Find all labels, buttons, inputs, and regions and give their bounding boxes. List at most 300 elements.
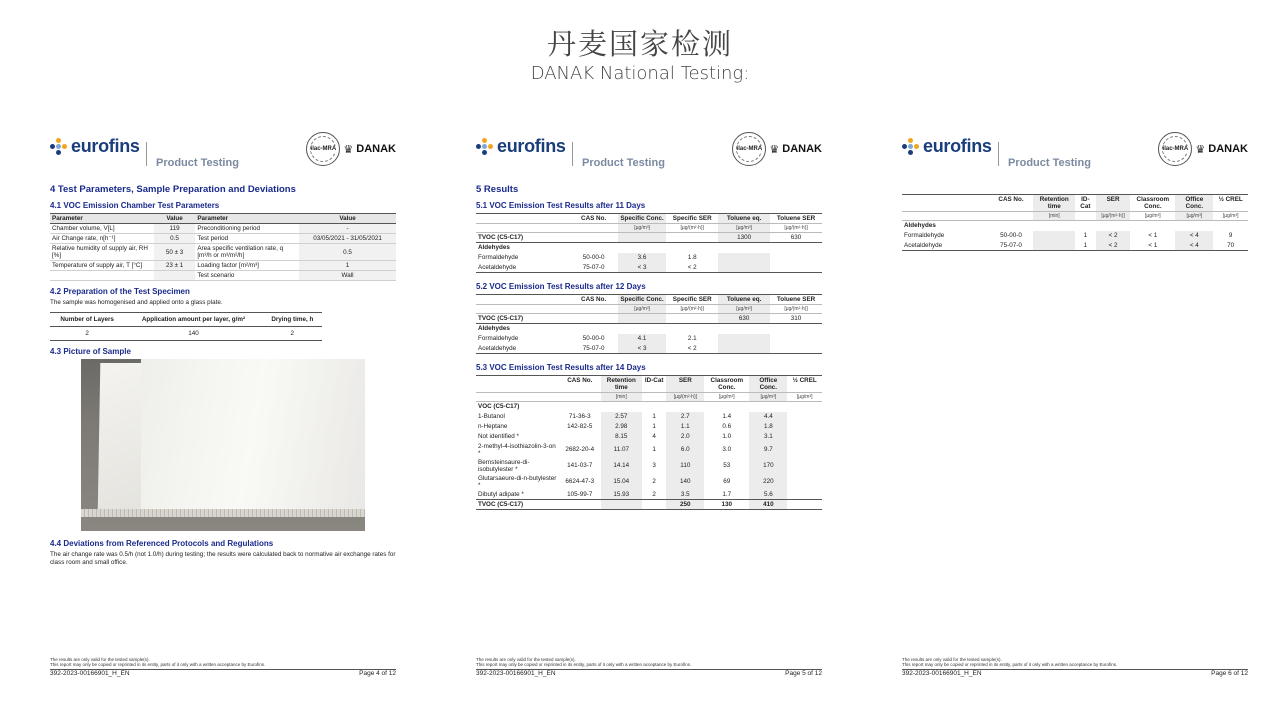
cell: 70 (1227, 241, 1235, 249)
cell: Relative humidity of supply air, RH [%] (50, 244, 154, 261)
table-row (50, 261, 396, 271)
cell: 11.07 (601, 442, 643, 458)
cell: 1.8 (687, 254, 697, 261)
subsection-heading: 4.3 Picture of Sample (50, 347, 131, 356)
col-header: CAS No. (569, 295, 617, 305)
cell (770, 344, 822, 354)
ilac-seal-icon: ilac-MRA (1158, 132, 1192, 166)
col-header (902, 195, 989, 212)
unit-label: [µg/(m²·h)] (666, 224, 718, 233)
ruler (81, 509, 365, 517)
col-header: Specific SER (666, 214, 718, 224)
accreditation-logos (1158, 132, 1248, 166)
cell: TVOC (C5-C17) (476, 233, 569, 243)
cell (569, 314, 617, 324)
cell: 1-Butanol (478, 413, 505, 420)
cell (770, 263, 822, 273)
footer-note: This report may only be copied or reprinted in its entity, parts of it only with a written acceptance by Eurofins. (476, 662, 692, 667)
section-heading: 4 Test Parameters, Sample Preparation and Deviations (50, 184, 296, 195)
col-header: Drying time, h (263, 313, 322, 327)
cell: Aldehydes (478, 244, 510, 252)
cell: Acetaldehyde (478, 344, 517, 352)
unit-label (559, 393, 601, 402)
unit-label: [µg/(m²·h)] (666, 305, 718, 314)
cell: 2.98 (601, 422, 643, 432)
cell: Test period (195, 234, 299, 244)
cell: VOC (C5-C17) (478, 403, 520, 411)
cell (559, 432, 601, 442)
group-row (476, 324, 822, 334)
brand-name: eurofins (71, 136, 140, 156)
cell: 2-methyl-4-isothiazolin-3-on * (478, 442, 556, 457)
group-row (476, 402, 822, 412)
unit-label: [µg/(m²·h)] (666, 393, 704, 402)
cell: 2 (652, 478, 656, 485)
cell (50, 271, 154, 281)
cell: 1.8 (749, 422, 787, 432)
group-row (902, 221, 1248, 231)
table-row (50, 271, 396, 281)
accreditation-logos (306, 132, 396, 166)
cell: 2.7 (666, 412, 704, 422)
cell: 03/05/2021 - 31/05/2021 (299, 234, 396, 244)
cell: 50-00-0 (582, 335, 605, 342)
cell: 1 (1083, 232, 1088, 239)
page-number: Page 4 of 12 (359, 669, 396, 677)
unit-label: [µg/(m²·h)] (770, 305, 822, 314)
cell: Not identified * (478, 433, 519, 440)
page-header (902, 128, 1248, 176)
cell: Area specific ventilation rate, q [m³/h or m³/m²/h] (195, 244, 299, 261)
page-footer (902, 657, 1248, 677)
cell: Loading factor [m²/m³] (195, 261, 299, 271)
col-header: Toluene eq. (718, 214, 770, 224)
unit-label: [µg/m³] (618, 224, 666, 233)
cell (787, 412, 822, 422)
col-header: Application amount per layer, g/m² (124, 313, 262, 327)
col-header: Toluene eq. (718, 295, 770, 305)
cell (787, 500, 822, 510)
tvoc-row (476, 233, 822, 243)
cell: 6.0 (666, 442, 704, 458)
cell: Formaldehyde (478, 254, 519, 261)
footer-note: The results are only valid for the tested sample(s). (476, 656, 576, 662)
cell: < 4 (1175, 231, 1213, 241)
unit-label (569, 224, 617, 233)
table-row (902, 241, 1248, 251)
cell: Air Change rate, n[h⁻¹] (50, 234, 154, 244)
report-number: 392-2023-00166901_H_EN (902, 669, 982, 677)
cell: TVOC (C5-C17) (476, 314, 569, 324)
section-heading: 5 Results (476, 184, 519, 195)
results-table-day14 (476, 375, 822, 510)
cell: 75-07-0 (1000, 241, 1022, 249)
cell: Wall (299, 271, 396, 281)
unit-label (476, 305, 569, 314)
cell: 110 (666, 458, 704, 474)
logo-divider (146, 142, 147, 166)
cell: 15.04 (601, 474, 643, 490)
cell: Aldehydes (904, 222, 936, 230)
cell: Preconditioning period (195, 224, 299, 234)
table-row (476, 442, 822, 458)
unit-label (476, 393, 559, 402)
table-row (50, 234, 396, 244)
logo-divider (572, 142, 573, 166)
cell: 141-03-7 (567, 462, 593, 469)
cell: Formaldehyde (904, 232, 945, 239)
brand-division: Product Testing (156, 157, 239, 169)
paragraph: The air change rate was 0.5/h (not 1.0/h) during testing; the results were calculated back to normative air exchange rates for class room and small office. (50, 551, 396, 566)
col-header: ID-Cat (1075, 195, 1096, 212)
cell: Temperature of supply air, T [°C] (50, 261, 154, 271)
crown-icon: ♛ (1195, 143, 1206, 156)
page-footer (50, 657, 396, 677)
ilac-seal-icon: ilac-MRA (306, 132, 340, 166)
cell: 4.1 (618, 334, 666, 344)
page-header (50, 128, 396, 176)
report-page-6 (902, 128, 1248, 676)
table-row (476, 432, 822, 442)
cell: 3.1 (749, 432, 787, 442)
cell: Acetaldehyde (904, 241, 943, 249)
cell: 220 (749, 474, 787, 490)
cell: 3 (652, 462, 656, 469)
unit-label: [min] (1033, 212, 1075, 221)
cell: 0.5 (154, 234, 196, 244)
unit-label (476, 224, 569, 233)
cell: < 1 (1148, 241, 1158, 249)
eurofins-dots-icon (902, 138, 920, 156)
col-header: Toluene SER (770, 295, 822, 305)
cell: 142-82-5 (567, 423, 593, 430)
subsection-heading: 5.3 VOC Emission Test Results after 14 Days (476, 363, 646, 372)
unit-label: [µg/m³] (749, 393, 787, 402)
cell: 410 (749, 500, 787, 510)
tvoc-row (476, 500, 822, 510)
ilac-seal-icon: ilac-MRA (732, 132, 766, 166)
cell: 8.15 (601, 432, 643, 442)
eurofins-dots-icon (50, 138, 68, 156)
eurofins-logo (50, 136, 140, 157)
report-number: 392-2023-00166901_H_EN (50, 669, 130, 677)
unit-label (902, 212, 989, 221)
subsection-heading: 4.2 Preparation of the Test Specimen (50, 287, 190, 296)
col-header: CAS No. (569, 214, 617, 224)
cell (718, 334, 770, 344)
cell (718, 253, 770, 263)
col-header: Retention time (1033, 195, 1075, 212)
cell: 630 (718, 314, 770, 324)
col-header: SER (666, 376, 704, 393)
subsection-heading: 5.2 VOC Emission Test Results after 12 Days (476, 282, 646, 291)
cell: 15.93 (601, 490, 643, 500)
cell: < 2 (687, 344, 697, 352)
cell: 310 (770, 314, 822, 324)
accreditation-logos (732, 132, 822, 166)
col-header: Value (299, 214, 396, 224)
cell (718, 344, 770, 354)
col-header: Parameter (50, 214, 154, 224)
unit-label (642, 393, 666, 402)
unit-label: [µg/m³] (787, 393, 822, 402)
col-header (476, 376, 559, 393)
crown-icon: ♛ (343, 143, 354, 156)
results-table-aldehydes (902, 194, 1248, 251)
unit-label: [µg/m³] (1130, 212, 1175, 221)
cell: 14.14 (601, 458, 643, 474)
col-header: Value (154, 214, 196, 224)
cell: 50-00-0 (582, 254, 605, 261)
table-row (476, 253, 822, 263)
unit-label (1075, 212, 1096, 221)
cell: 6624-47-3 (565, 478, 595, 485)
cell (787, 422, 822, 432)
cell: 23 ± 1 (154, 261, 196, 271)
unit-label (569, 305, 617, 314)
cell: 140 (124, 327, 262, 341)
table-row (476, 263, 822, 273)
cell: 9 (1228, 232, 1233, 239)
page-footer (476, 657, 822, 677)
eurofins-logo (476, 136, 566, 157)
cell: 1.1 (666, 422, 704, 432)
cell: 1 (652, 413, 656, 420)
cell: 0.5 (299, 244, 396, 261)
page-header (476, 128, 822, 176)
cell (601, 500, 643, 510)
cell: Acetaldehyde (478, 263, 517, 271)
results-table-day12 (476, 294, 822, 354)
params-table (50, 213, 396, 281)
cell: 105-99-7 (567, 490, 593, 498)
cell: 4.4 (749, 412, 787, 422)
subsection-heading: 4.4 Deviations from Referenced Protocols and Regulations (50, 539, 274, 548)
cell: Bernsteinsaure-di-isobutylester * (478, 458, 530, 473)
unit-label: [µg/m³] (1175, 212, 1213, 221)
logo-divider (998, 142, 999, 166)
cell: 9.7 (749, 442, 787, 458)
cell: 2 (263, 327, 322, 341)
unit-label: [µg/m³] (718, 305, 770, 314)
col-header: Specific Conc. (618, 295, 666, 305)
table-row (476, 422, 822, 432)
col-header: ½ CREL (787, 376, 822, 393)
cell (618, 233, 666, 243)
brand-division: Product Testing (1008, 157, 1091, 169)
cell: 140 (666, 474, 704, 490)
danak-logo: DANAK (782, 143, 822, 155)
page-number: Page 6 of 12 (1211, 669, 1248, 677)
brand-name: eurofins (497, 136, 566, 156)
slide-title: 丹麦国家检测 (546, 27, 733, 61)
cell: 250 (666, 500, 704, 510)
cell: 170 (749, 458, 787, 474)
cell (718, 263, 770, 273)
cell: < 3 (618, 263, 666, 273)
cell (666, 233, 718, 243)
col-header (476, 295, 569, 305)
cell: 50 ± 3 (154, 244, 196, 261)
table-row (50, 224, 396, 234)
footer-note: The results are only valid for the tested sample(s). (50, 656, 150, 662)
tvoc-row (476, 314, 822, 324)
cell: 50-00-0 (1000, 232, 1022, 239)
unit-label: [µg/m³] (1213, 212, 1248, 221)
slide-subtitle: DANAK National Testing: (530, 63, 750, 84)
danak-logo: DANAK (356, 143, 396, 155)
col-header: Parameter (195, 214, 299, 224)
report-page-5 (476, 128, 822, 676)
col-header: Retention time (601, 376, 643, 393)
cell: 130 (704, 500, 749, 510)
footer-note: The results are only valid for the tested sample(s). (902, 656, 1002, 662)
cell: 5.6 (749, 490, 787, 500)
cell: 1.7 (722, 490, 732, 498)
report-page-4 (50, 128, 396, 676)
col-header: Classroom Conc. (704, 376, 749, 393)
cell: < 4 (1175, 241, 1213, 251)
cell: 119 (154, 224, 196, 234)
cell (1033, 241, 1075, 251)
cell (787, 442, 822, 458)
col-header: SER (1096, 195, 1131, 212)
cell: 630 (770, 233, 822, 243)
sample-photo (81, 359, 365, 531)
col-header: ½ CREL (1213, 195, 1248, 212)
cell (787, 458, 822, 474)
cell: Dibutyl adipate * (478, 490, 524, 498)
cell: 0.6 (722, 423, 732, 430)
footer-note: This report may only be copied or reprinted in its entity, parts of it only with a written acceptance by Eurofins. (50, 662, 266, 667)
cell: 3.6 (618, 253, 666, 263)
cell: Aldehydes (478, 325, 510, 333)
subsection-heading: 5.1 VOC Emission Test Results after 11 Days (476, 201, 646, 210)
footer-note: This report may only be copied or reprinted in its entity, parts of it only with a written acceptance by Eurofins. (902, 662, 1118, 667)
cell: Formaldehyde (478, 335, 519, 342)
cell (666, 314, 718, 324)
table-row (476, 412, 822, 422)
cell (642, 500, 666, 510)
cell (787, 490, 822, 500)
table-row (50, 327, 322, 341)
col-header (476, 214, 569, 224)
danak-logo: DANAK (1208, 143, 1248, 155)
cell: 71-36-3 (568, 413, 591, 420)
cell: 1 (652, 446, 656, 453)
cell (618, 314, 666, 324)
cell: 75-07-0 (582, 344, 605, 352)
eurofins-dots-icon (476, 138, 494, 156)
unit-label: [µg/m³] (704, 393, 749, 402)
cell: 53 (723, 462, 731, 469)
cell: TVOC (C5-C17) (476, 500, 559, 510)
cell: < 2 (1096, 231, 1131, 241)
cell: 3.0 (722, 446, 732, 453)
table-row (476, 334, 822, 344)
col-header: Office Conc. (1175, 195, 1213, 212)
cell: < 2 (687, 263, 697, 271)
layers-table (50, 312, 322, 341)
table-row (476, 458, 822, 474)
cell (787, 474, 822, 490)
col-header: ID-Cat (642, 376, 666, 393)
cell (559, 500, 601, 510)
cell: 2 (652, 490, 656, 498)
unit-label: [µg/(m²·h)] (770, 224, 822, 233)
table-row (902, 231, 1248, 241)
report-number: 392-2023-00166901_H_EN (476, 669, 556, 677)
cell: 4 (652, 433, 656, 440)
cell: n-Heptane (478, 423, 508, 430)
unit-label: [µg/m³] (618, 305, 666, 314)
cell: 3.5 (666, 490, 704, 500)
sample-panel (141, 359, 365, 509)
col-header: Specific SER (666, 295, 718, 305)
cell: 1.4 (722, 413, 732, 420)
results-table-day11 (476, 213, 822, 273)
col-header: Specific Conc. (618, 214, 666, 224)
cell: - (299, 224, 396, 234)
col-header: Number of Layers (50, 313, 124, 327)
unit-label: [min] (601, 393, 643, 402)
cell: 2.1 (687, 335, 697, 342)
cell: 2.57 (601, 412, 643, 422)
group-row (476, 243, 822, 253)
cell: 2.0 (666, 432, 704, 442)
cell: < 1 (1148, 232, 1158, 239)
cell: 1 (652, 423, 656, 430)
cell (154, 271, 196, 281)
unit-label: [µg/(m²·h)] (1096, 212, 1131, 221)
cell: 1 (299, 261, 396, 271)
col-header: Office Conc. (749, 376, 787, 393)
cell (787, 432, 822, 442)
cell: 1300 (718, 233, 770, 243)
cell: Chamber volume, V[L] (50, 224, 154, 234)
crown-icon: ♛ (769, 143, 780, 156)
cell: < 3 (618, 344, 666, 354)
subsection-heading: 4.1 VOC Emission Chamber Test Parameters (50, 201, 220, 210)
unit-label: [µg/m³] (718, 224, 770, 233)
col-header: CAS No. (559, 376, 601, 393)
page-number: Page 5 of 12 (785, 669, 822, 677)
paragraph: The sample was homogenised and applied onto a glass plate. (50, 299, 223, 306)
table-row (50, 244, 396, 261)
cell: 1 (1083, 241, 1088, 249)
cell: < 2 (1096, 241, 1131, 251)
brand-name: eurofins (923, 136, 992, 156)
table-row (476, 490, 822, 500)
cell: 2682-20-4 (565, 446, 595, 453)
cell: 1.0 (722, 433, 732, 440)
cell (770, 253, 822, 263)
col-header: Toluene SER (770, 214, 822, 224)
eurofins-logo (902, 136, 992, 157)
col-header: Classroom Conc. (1130, 195, 1175, 212)
cell: Glutarsaeure-di-n-butylester * (478, 474, 557, 489)
unit-label (989, 212, 1034, 221)
cell: 75-07-0 (582, 263, 605, 271)
cell (770, 334, 822, 344)
brand-division: Product Testing (582, 157, 665, 169)
table-row (476, 474, 822, 490)
col-header: CAS No. (989, 195, 1034, 212)
cell (569, 233, 617, 243)
cell (1033, 231, 1075, 241)
cell: 69 (723, 478, 731, 485)
cell: Test scenario (195, 271, 299, 281)
